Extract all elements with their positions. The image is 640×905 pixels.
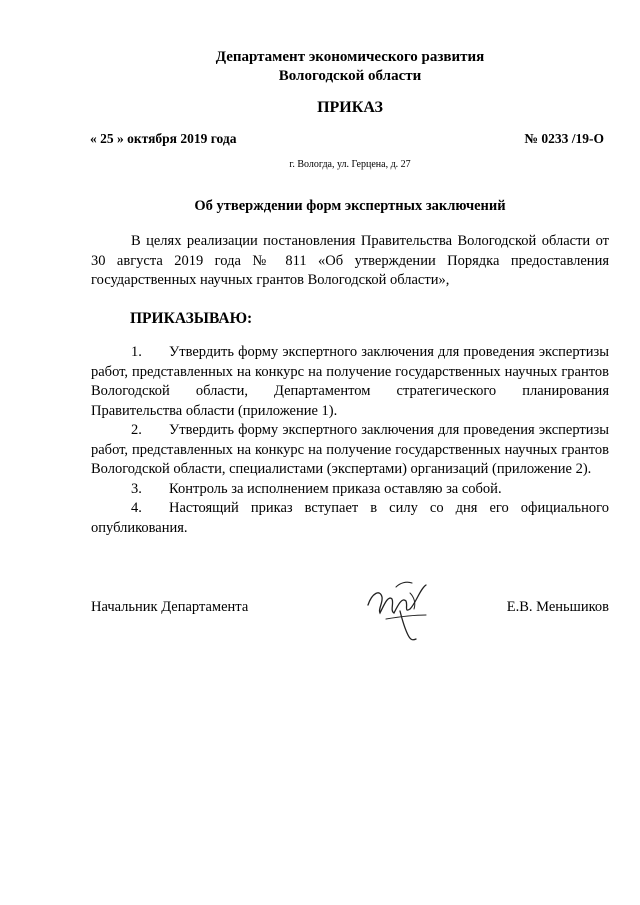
address: г. Вологда, ул. Герцена, д. 27 bbox=[289, 159, 411, 170]
department-line-2: Вологодской области bbox=[278, 68, 422, 84]
item-text: Утвердить форму экспертного заключения для проведения экспертизы работ, представленных на конкурс на получение государственных научных грантов Вологодской области, специалистами (экспертами) организаций (приложение 2). bbox=[91, 422, 609, 477]
department-name bbox=[0, 48, 640, 86]
item-number: 4. bbox=[131, 500, 142, 516]
item-text: Утвердить форму экспертного заключения для проведения экспертизы работ, представленных на конкурс на получение государственных научных грантов Вологодской области, Департаментом стратегического планирования Правительства области (приложение 1). bbox=[91, 344, 609, 419]
order-items bbox=[91, 343, 609, 538]
item-text: Контроль за исполнением приказа оставляю за собой. bbox=[169, 480, 502, 497]
item-number: 3. bbox=[131, 480, 142, 497]
handwritten-signature bbox=[350, 575, 440, 645]
order-item bbox=[91, 480, 609, 500]
signatory-title: Начальник Департамента bbox=[91, 599, 249, 615]
department-line-1: Департамент экономического развития bbox=[215, 49, 485, 65]
signatory-name: Е.В. Меньшиков bbox=[506, 599, 609, 615]
order-date: « 25 » октября 2019 года bbox=[90, 131, 237, 146]
order-item bbox=[91, 421, 609, 480]
intro-paragraph: В целях реализации постановления Правительства Вологодской области от 30 августа 2019 года № 811 «Об утверждении Порядка предоставления государственных научных грантов Вологодской области», bbox=[91, 233, 609, 288]
order-item bbox=[91, 499, 609, 538]
order-item bbox=[91, 343, 609, 421]
item-number: 1. bbox=[131, 344, 142, 360]
document-type: ПРИКАЗ bbox=[317, 99, 383, 116]
order-subject: Об утверждении форм экспертных заключений bbox=[194, 198, 506, 214]
orders-heading: ПРИКАЗЫВАЮ: bbox=[130, 310, 253, 327]
item-number: 2. bbox=[131, 422, 142, 438]
item-text: Настоящий приказ вступает в силу со дня его официального опубликования. bbox=[91, 500, 609, 536]
order-number: № 0233 /19-О bbox=[524, 131, 604, 146]
